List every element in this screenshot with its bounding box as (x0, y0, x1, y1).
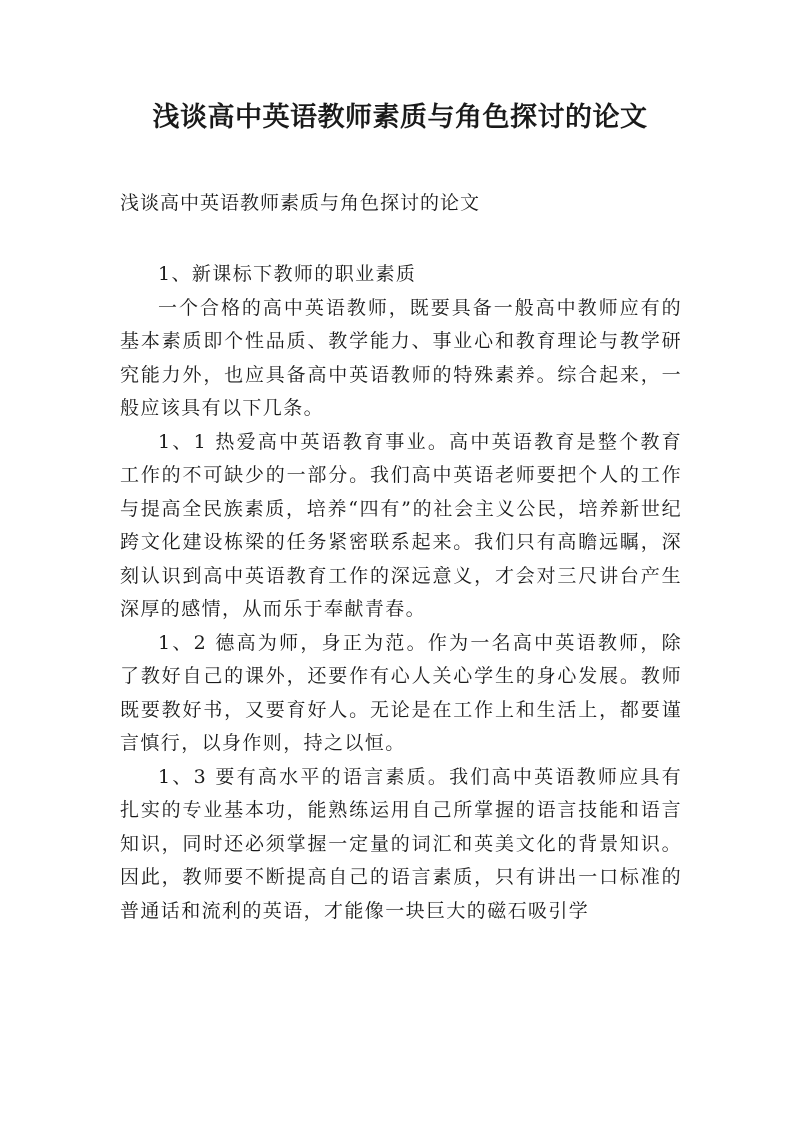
document-body (120, 258, 682, 928)
paragraph: 1、2 德高为师，身正为范。作为一名高中英语教师，除了教好自己的课外，还要作有心人关心学生的身心发展。教师既要教好书，又要育好人。无论是在工作上和生活上，都要谨言慎行，以身作则，持之以恒。 (120, 631, 682, 754)
paragraph: 一个合格的高中英语教师，既要具备一般高中教师应有的基本素质即个性品质、教学能力、事业心和教育理论与教学研究能力外，也应具备高中英语教师的特殊素养。综合起来，一般应该具有以下几条。 (120, 296, 682, 419)
paragraph: 1、3 要有高水平的语言素质。我们高中英语教师应具有扎实的专业基本功，能熟练运用自己所掌握的语言技能和语言知识，同时还必须掌握一定量的词汇和英美文化的背景知识。因此，教师要不断提高自己的语言素质，只有讲出一口标准的普通话和流利的英语，才能像一块巨大的磁石吸引学 (120, 765, 682, 922)
document-title: 浅谈高中英语教师素质与角色探讨的论文 (152, 102, 648, 133)
document-subtitle: 浅谈高中英语教师素质与角色探讨的论文 (120, 192, 481, 214)
paragraph: 1、1 热爱高中英语教育事业。高中英语教育是整个教育工作的不可缺少的一部分。我们高中英语老师要把个人的工作与提高全民族素质，培养“四有”的社会主义公民，培养新世纪跨文化建设栋梁的任务紧密联系起来。我们只有高瞻远瞩，深刻认识到高中英语教育工作的深远意义，才会对三尺讲台产生深厚的感情，从而乐于奉献青春。 (120, 430, 682, 620)
section-heading: 1、新课标下教师的职业素质 (158, 263, 417, 285)
